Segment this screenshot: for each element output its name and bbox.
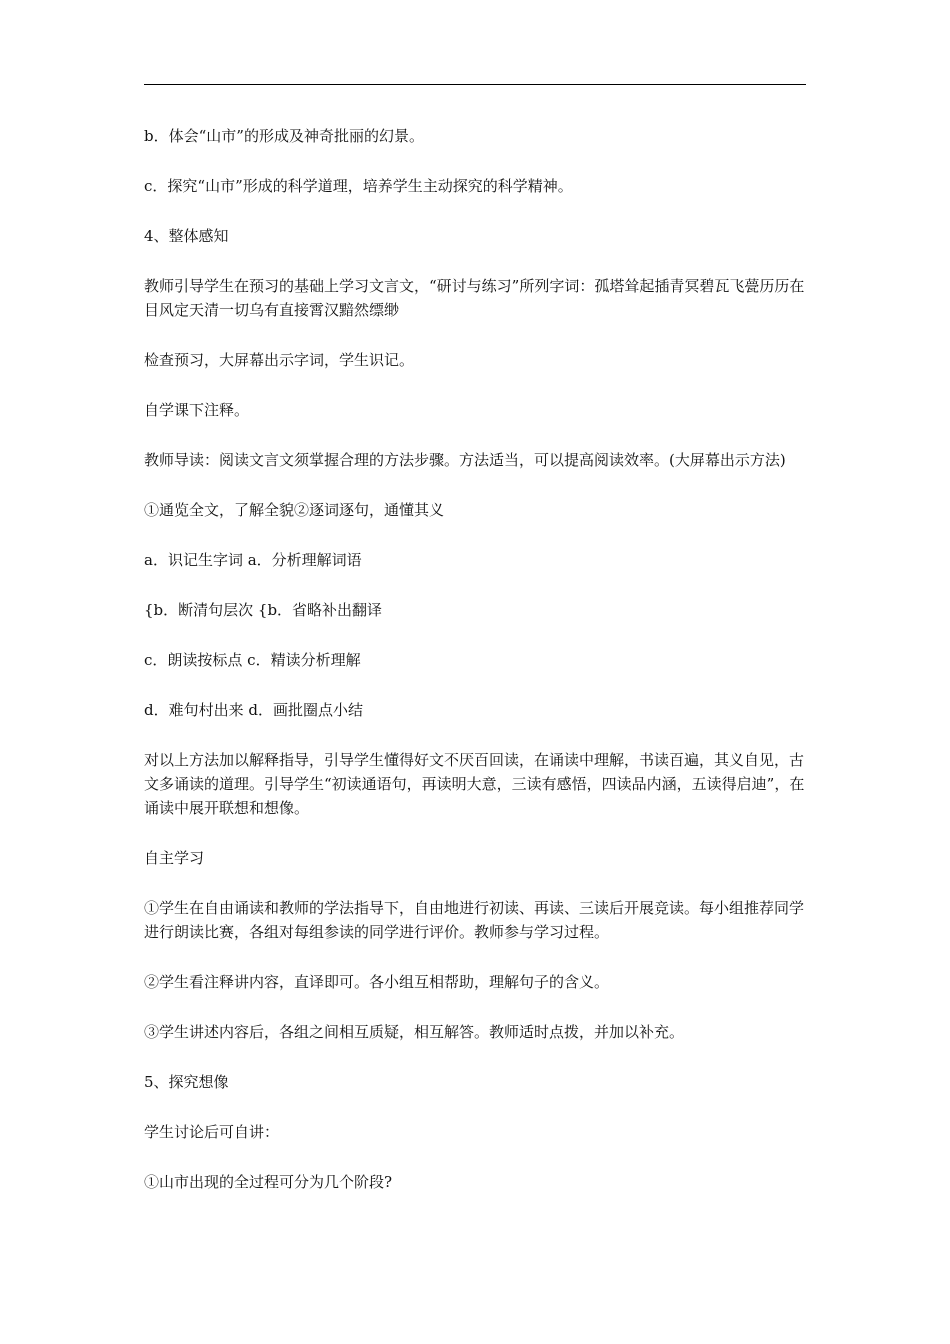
paragraph: 教师导读：阅读文言文须掌握合理的方法步骤。方法适当，可以提高阅读效率。(大屏幕出示方法): [144, 451, 786, 469]
section-heading: 5、探究想像: [144, 1073, 229, 1091]
paragraph: ①通览全文，了解全貌②逐词逐句，通懂其义: [144, 501, 445, 519]
paragraph: 检查预习，大屏幕出示字词，学生识记。: [144, 351, 415, 369]
paragraph: ①山市出现的全过程可分为几个阶段?: [144, 1173, 393, 1191]
paragraph: 自学课下注释。: [144, 401, 250, 419]
paragraph: b．体会“山市”的形成及神奇批丽的幻景。: [144, 127, 424, 145]
paragraph: ①学生在自由诵读和教师的学法指导下，自由地进行初读、再读、三读后开展竞读。每小组推荐同学进行朗读比赛，各组对每组参读的同学进行评价。教师参与学习过程。: [144, 899, 805, 941]
list-item: d．难句村出来 d．画批圈点小结: [144, 701, 363, 719]
header-rule: [144, 84, 806, 85]
paragraph: 对以上方法加以解释指导，引导学生懂得好文不厌百回读，在诵读中理解，书读百遍，其义自见，古文多诵读的道理。引导学生“初读通语句，再读明大意，三读有感悟，四读品内涵，五读得启迪”，在诵读中展开联想和想像。: [144, 751, 805, 817]
list-item: c．朗读按标点 c．精读分析理解: [144, 651, 361, 669]
paragraph: ②学生看注释讲内容，直译即可。各小组互相帮助，理解句子的含义。: [144, 973, 610, 991]
paragraph: c．探究“山市”形成的科学道理，培养学生主动探究的科学精神。: [144, 177, 573, 195]
section-heading: 4、整体感知: [144, 227, 229, 245]
list-item: a．识记生字词 a．分析理解词语: [144, 551, 362, 569]
section-heading: 自主学习: [144, 849, 205, 867]
document-body: [144, 124, 806, 1220]
list-item: {b．断清句层次 {b．省略补出翻译: [144, 601, 383, 619]
paragraph: ③学生讲述内容后，各组之间相互质疑，相互解答。教师适时点拨，并加以补充。: [144, 1023, 685, 1041]
paragraph: 教师引导学生在预习的基础上学习文言文，“研讨与练习”所列字词：孤塔耸起插青冥碧瓦飞甍历历在目风定天清一切乌有直接霄汉黯然缥缈: [144, 277, 805, 319]
paragraph: 学生讨论后可自讲：: [144, 1123, 280, 1141]
